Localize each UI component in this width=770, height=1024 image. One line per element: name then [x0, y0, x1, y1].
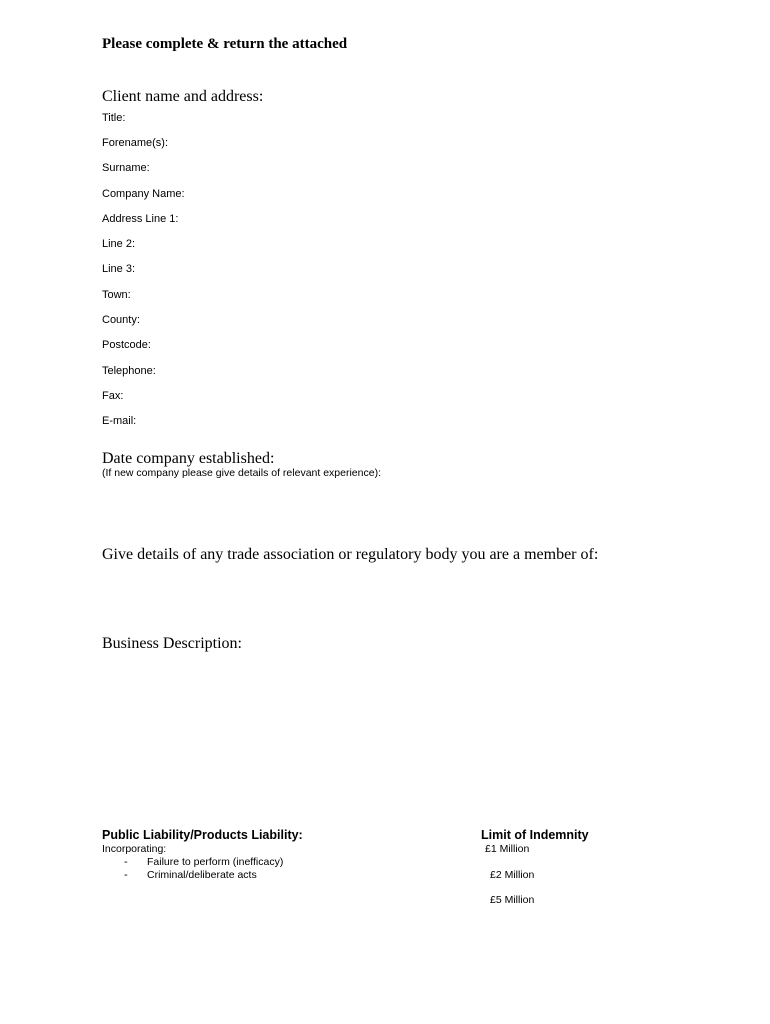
field-label-fax: Fax: — [102, 390, 124, 402]
field-label-address-line-1: Address Line 1: — [102, 213, 179, 225]
field-label-surname: Surname: — [102, 162, 150, 174]
field-label-forenames: Forename(s): — [102, 137, 169, 149]
trade-section-title: Give details of any trade association or regulatory body you are a member of: — [102, 546, 599, 563]
limit-option-2m: £2 Million — [490, 869, 535, 881]
field-label-email: E-mail: — [102, 415, 137, 427]
field-label-county: County: — [102, 314, 140, 326]
business-section-title: Business Description: — [102, 635, 242, 652]
field-label-postcode: Postcode: — [102, 339, 151, 351]
field-label-company-name: Company Name: — [102, 188, 185, 200]
date-section-title: Date company established: — [102, 450, 275, 467]
field-label-line-3: Line 3: — [102, 263, 136, 275]
limit-option-1m: £1 Million — [485, 843, 530, 855]
liability-title: Public Liability/Products Liability: — [102, 828, 303, 842]
page-heading: Please complete & return the attached — [102, 36, 348, 52]
liability-incorporating: Incorporating: — [102, 843, 167, 855]
date-section-note: (If new company please give details of relevant experience): — [102, 467, 381, 479]
limit-option-5m: £5 Million — [490, 894, 535, 906]
field-label-telephone: Telephone: — [102, 365, 156, 377]
liability-item-criminal: Criminal/deliberate acts — [147, 869, 257, 881]
field-label-title: Title: — [102, 112, 126, 124]
field-label-town: Town: — [102, 289, 131, 301]
field-label-line-2: Line 2: — [102, 238, 136, 250]
client-section-title: Client name and address: — [102, 88, 264, 105]
liability-item-dash: - — [124, 869, 128, 881]
liability-item-failure: Failure to perform (inefficacy) — [147, 856, 284, 868]
limit-title: Limit of Indemnity — [481, 828, 589, 842]
liability-item-dash: - — [124, 856, 128, 868]
